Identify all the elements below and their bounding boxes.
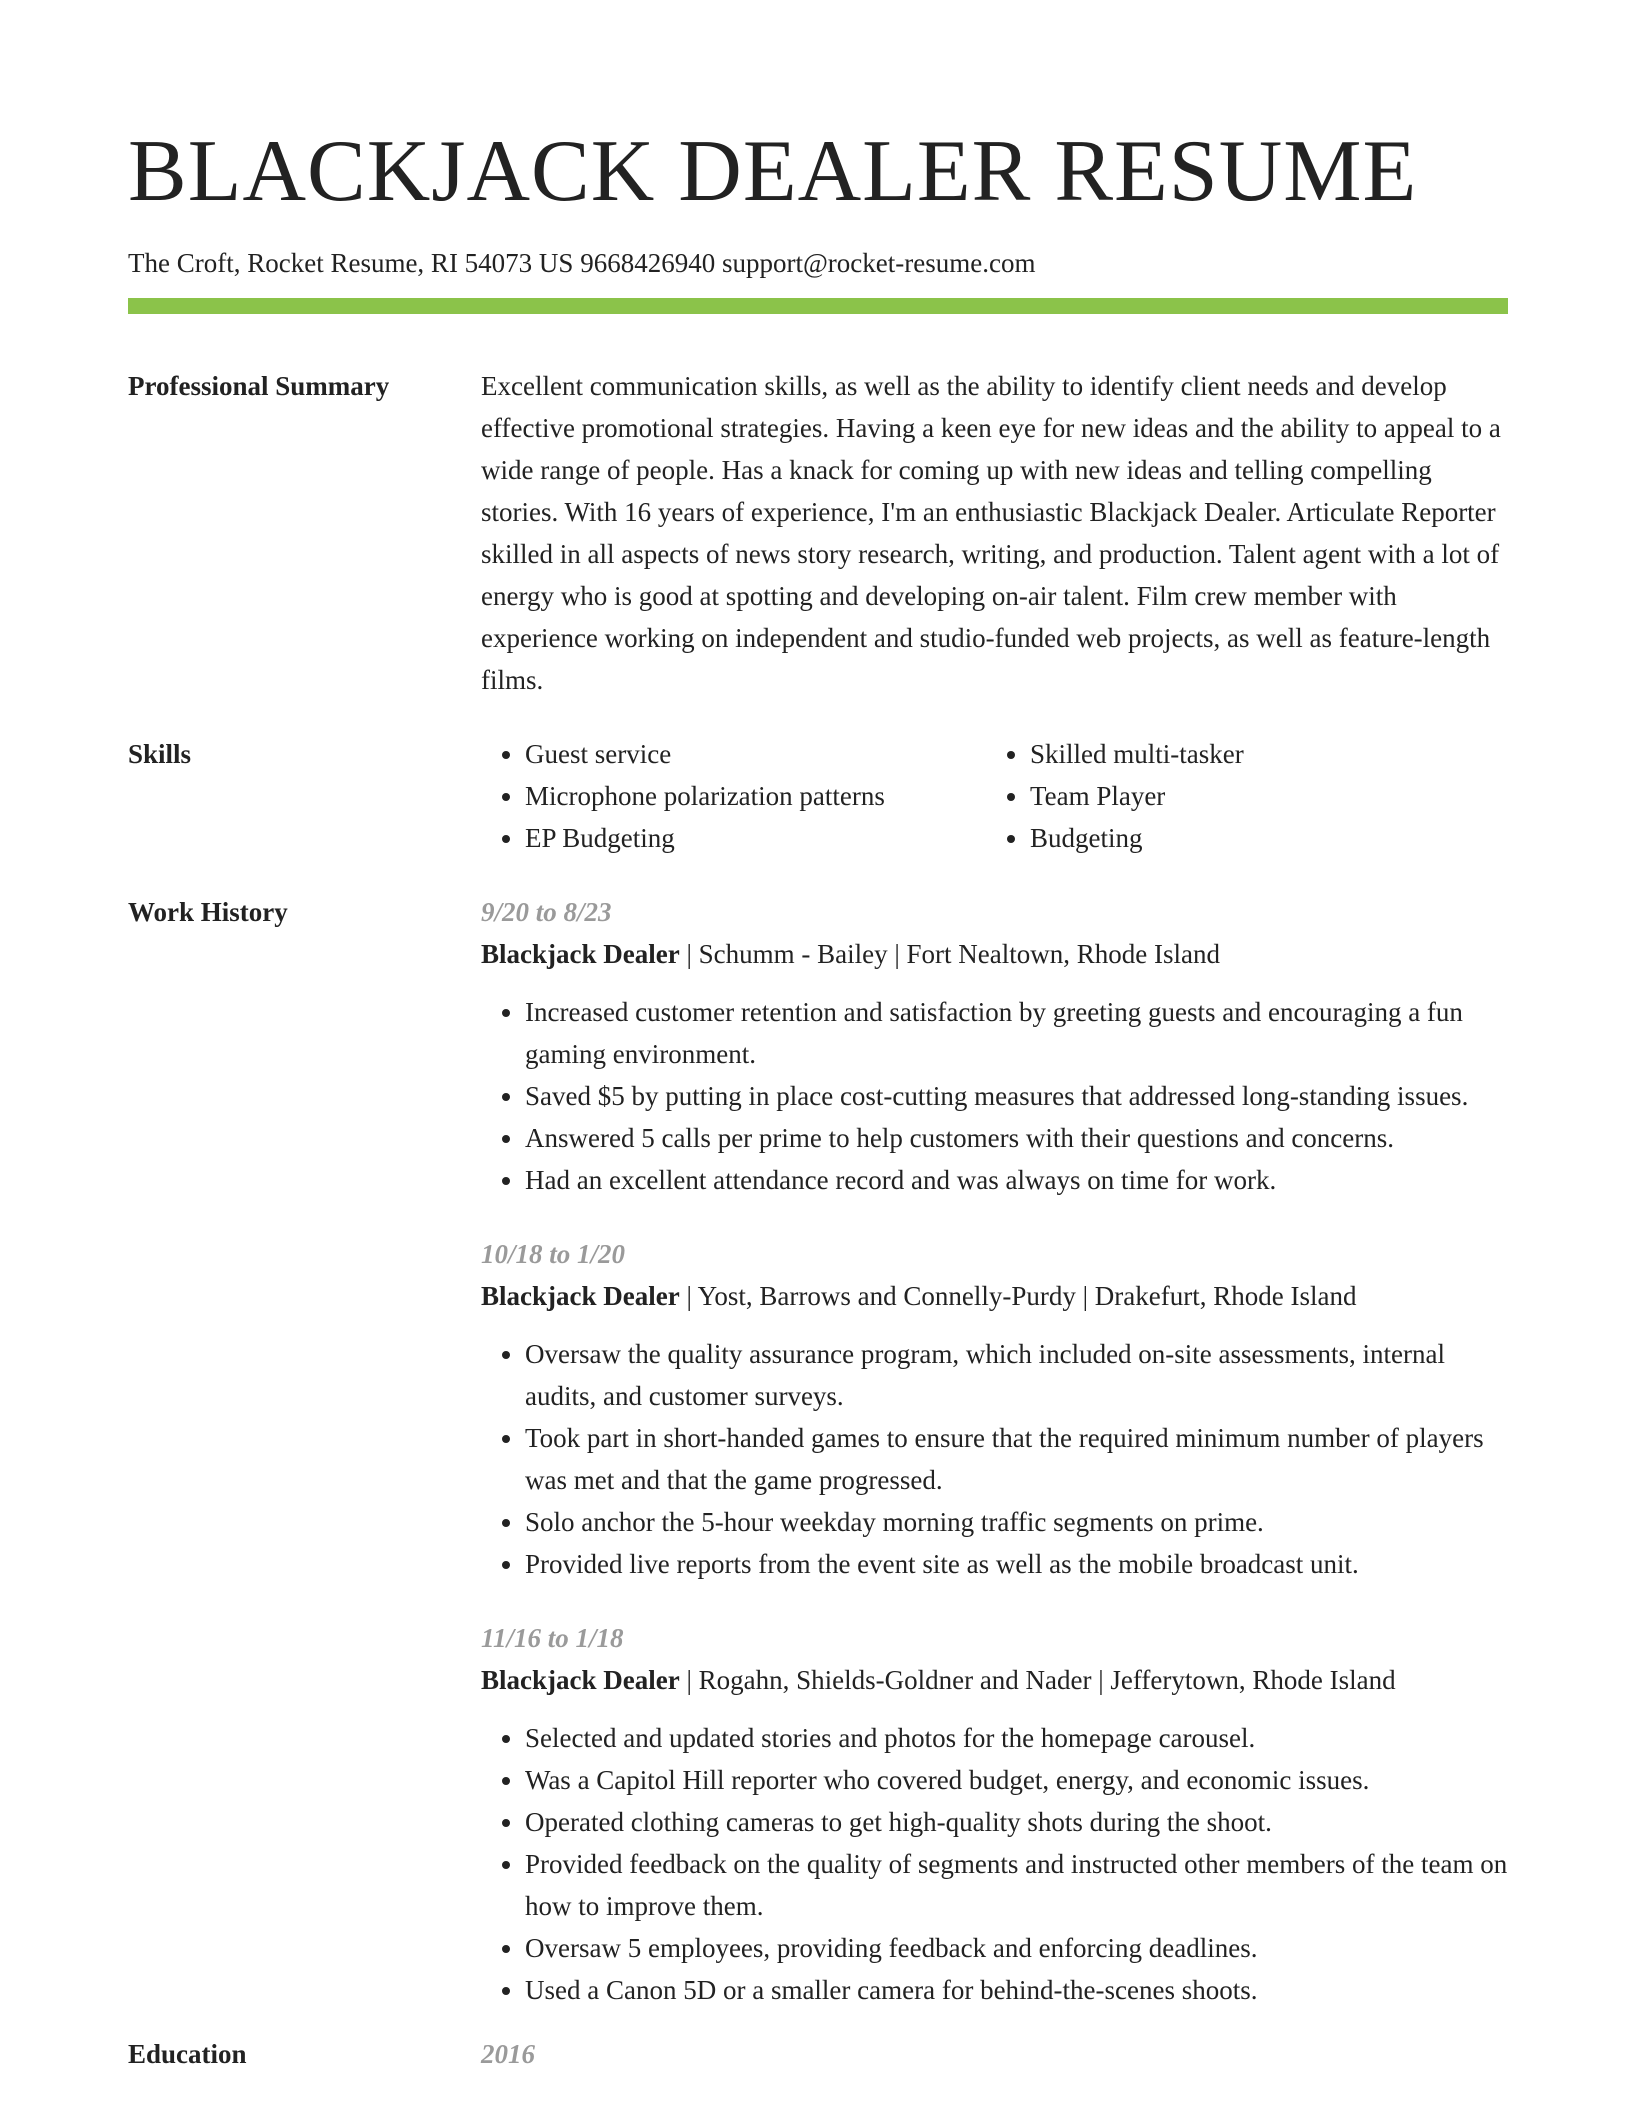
job-details: | Yost, Barrows and Connelly-Purdy | Drakefurt, Rhode Island — [679, 1281, 1357, 1311]
job-title: Blackjack Dealer — [481, 1281, 680, 1311]
job-heading — [481, 1659, 1508, 1701]
job-bullet: • Provided feedback on the quality of segments and instructed other members of the team on how to improve them. — [525, 1843, 1508, 1927]
job-dates: 10/18 to 1/20 — [481, 1239, 626, 1269]
resume-page — [128, 0, 1508, 2075]
job-bullet: • Selected and updated stories and photos for the homepage carousel. — [525, 1717, 1508, 1759]
section-label-skills: Skills — [128, 739, 192, 769]
job-bullet: • Oversaw the quality assurance program, which included on-site assessments, internal audits, and customer surveys. — [525, 1333, 1508, 1417]
contact-line: The Croft, Rocket Resume, RI 54073 US 9668426940 support@rocket-resume.com — [128, 248, 1036, 278]
job-bullet: • Saved $5 by putting in place cost-cutting measures that addressed long-standing issues. — [525, 1075, 1508, 1117]
section-label-education: Education — [128, 2039, 247, 2069]
work-history-section — [128, 891, 1508, 2011]
job-heading — [481, 1275, 1508, 1317]
job-bullet: • Provided live reports from the event site as well as the mobile broadcast unit. — [525, 1543, 1508, 1585]
section-label-work: Work History — [128, 897, 288, 927]
skill-item: • Team Player — [1030, 775, 1491, 817]
job-bullet: • Had an excellent attendance record and was always on time for work. — [525, 1159, 1508, 1201]
accent-divider — [128, 298, 1508, 314]
job-title: Blackjack Dealer — [481, 939, 680, 969]
skill-item: • Budgeting — [1030, 817, 1491, 859]
job-bullet: • Used a Canon 5D or a smaller camera for behind-the-scenes shoots. — [525, 1969, 1508, 2011]
summary-text: Excellent communication skills, as well as the ability to identify client needs and develop effective promotional strategies. Having a keen eye for new ideas and the ability to appeal to a wide range of people. Has a knack for coming up with new ideas and telling compelling stories. With 16 years of experience, I'm an enthusiastic Blackjack Dealer. Articulate Reporter skilled in all aspects of news story research, writing, and production. Talent agent with a lot of energy who is good at spotting and developing on-air talent. Film crew member with experience working on independent and studio-funded web projects, as well as feature-length films. — [481, 371, 1501, 695]
job-bullet: • Solo anchor the 5-hour weekday morning traffic segments on prime. — [525, 1501, 1508, 1543]
job-bullet: • Was a Capitol Hill reporter who covered budget, energy, and economic issues. — [525, 1759, 1508, 1801]
job-dates: 11/16 to 1/18 — [481, 1623, 624, 1653]
skills-section — [128, 733, 1508, 859]
professional-summary-section — [128, 365, 1508, 701]
skill-item: • Skilled multi-tasker — [1030, 733, 1491, 775]
education-section — [128, 2033, 1508, 2075]
resume-title: BLACKJACK DEALER RESUME — [128, 123, 1418, 220]
job-details: | Schumm - Bailey | Fort Nealtown, Rhode Island — [679, 939, 1220, 969]
job-dates: 9/20 to 8/23 — [481, 897, 612, 927]
job-bullet: • Oversaw 5 employees, providing feedback and enforcing deadlines. — [525, 1927, 1508, 1969]
job-entry — [481, 1617, 1508, 2011]
skills-list-right — [986, 733, 1491, 859]
job-heading — [481, 933, 1508, 975]
job-bullet: • Answered 5 calls per prime to help customers with their questions and concerns. — [525, 1117, 1508, 1159]
job-entry — [481, 891, 1508, 1201]
job-bullet: • Operated clothing cameras to get high-quality shots during the shoot. — [525, 1801, 1508, 1843]
section-label-summary: Professional Summary — [128, 371, 390, 401]
job-bullet: • Increased customer retention and satisfaction by greeting guests and encouraging a fun gaming environment. — [525, 991, 1508, 1075]
education-date: 2016 — [481, 2039, 535, 2069]
job-bullets — [481, 991, 1508, 1201]
skills-list-left — [481, 733, 986, 859]
job-details: | Rogahn, Shields-Goldner and Nader | Jefferytown, Rhode Island — [679, 1665, 1396, 1695]
job-bullets — [481, 1717, 1508, 2011]
job-bullet: • Took part in short-handed games to ensure that the required minimum number of players was met and that the game progressed. — [525, 1417, 1508, 1501]
job-bullets — [481, 1333, 1508, 1585]
skill-item: • EP Budgeting — [525, 817, 986, 859]
job-entry — [481, 1233, 1508, 1585]
skill-item: • Microphone polarization patterns — [525, 775, 986, 817]
job-title: Blackjack Dealer — [481, 1665, 680, 1695]
skill-item: • Guest service — [525, 733, 986, 775]
